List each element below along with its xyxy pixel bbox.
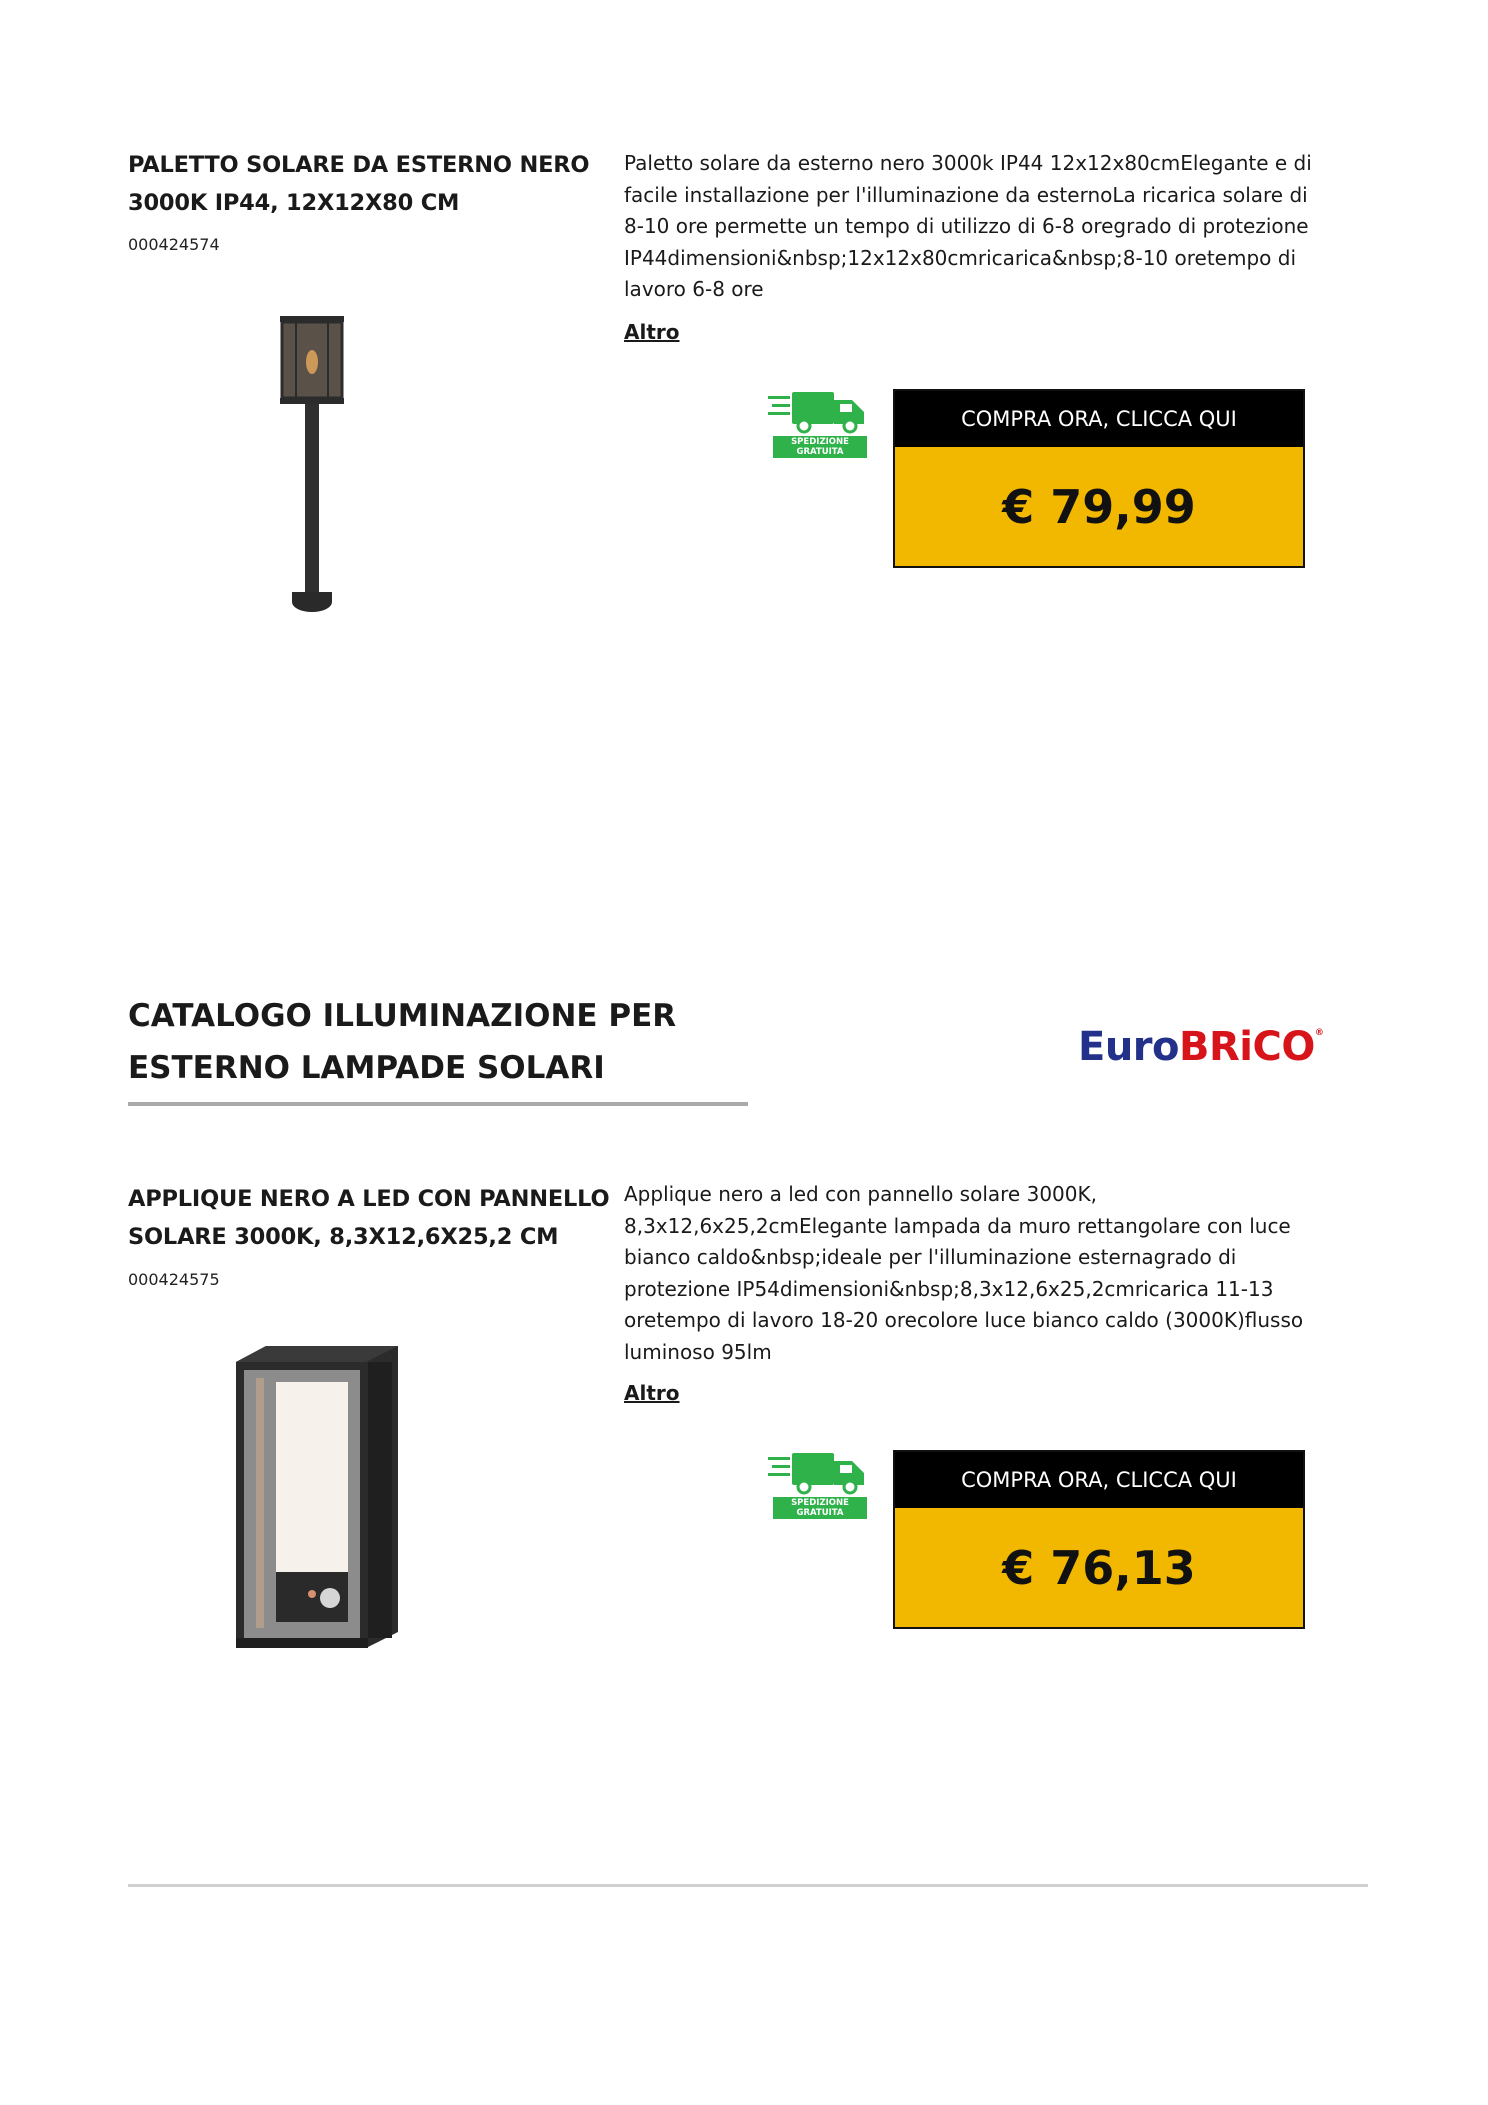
logo-registered-mark: ® [1314,1028,1324,1038]
title-divider [128,1102,748,1106]
product-description: Paletto solare da esterno nero 3000k IP44 12x12x80cmElegante e di facile installazione per l'illuminazione da esternoLa ricarica solare di 8-10 ore permette un tempo di utilizzo di 6-8 oregrado di protezione IP44dimensioni&nbsp;12x12x80cmricarica&nbsp;8-10 oretempo di lavoro 6-8 ore [624,151,1312,302]
logo-part-brico: BRiCO [1179,1024,1315,1070]
product-title: APPLIQUE NERO A LED CON PANNELLO SOLARE 3000K, 8,3X12,6X25,2 CM [128,1186,610,1250]
product-code: 000424575 [128,1270,220,1289]
more-link[interactable]: Altro [624,1381,680,1405]
solar-wall-lamp-image [226,1342,406,1652]
product-title: PALETTO SOLARE DA ESTERNO NERO 3000K IP44, 12X12X80 CM [128,152,590,216]
buy-button[interactable] [893,389,1305,568]
price: € 79,99 [1002,479,1196,534]
logo-part-euro: Euro [1078,1024,1180,1070]
buy-button-label: COMPRA ORA, CLICCA QUI [895,391,1303,447]
catalog-title: CATALOGO ILLUMINAZIONE PER ESTERNO LAMPADE SOLARI [128,998,677,1086]
free-shipping-label: SPEDIZIONE GRATUITA [791,437,849,457]
solar-post-lamp-image [272,312,372,622]
product-code: 000424574 [128,235,220,254]
product-description: Applique nero a led con pannello solare 3000K, 8,3x12,6x25,2cmElegante lampada da muro rettangolare con luce bianco caldo&nbsp;ideale per l'illuminazione esternagrado di protezione IP54dimensioni&nbsp;8,3x12,6x25,2cmricarica 11-13 oretempo di lavoro 18-20 orecolore luce bianco caldo (3000K)flusso luminoso 95lm [624,1182,1304,1364]
eurobrico-logo [1078,1024,1323,1070]
buy-button[interactable] [893,1450,1305,1629]
buy-button-label: COMPRA ORA, CLICCA QUI [895,1452,1303,1508]
more-link[interactable]: Altro [624,320,680,344]
footer-divider [128,1884,1368,1887]
price: € 76,13 [1002,1540,1196,1595]
free-shipping-label: SPEDIZIONE GRATUITA [791,1498,849,1518]
